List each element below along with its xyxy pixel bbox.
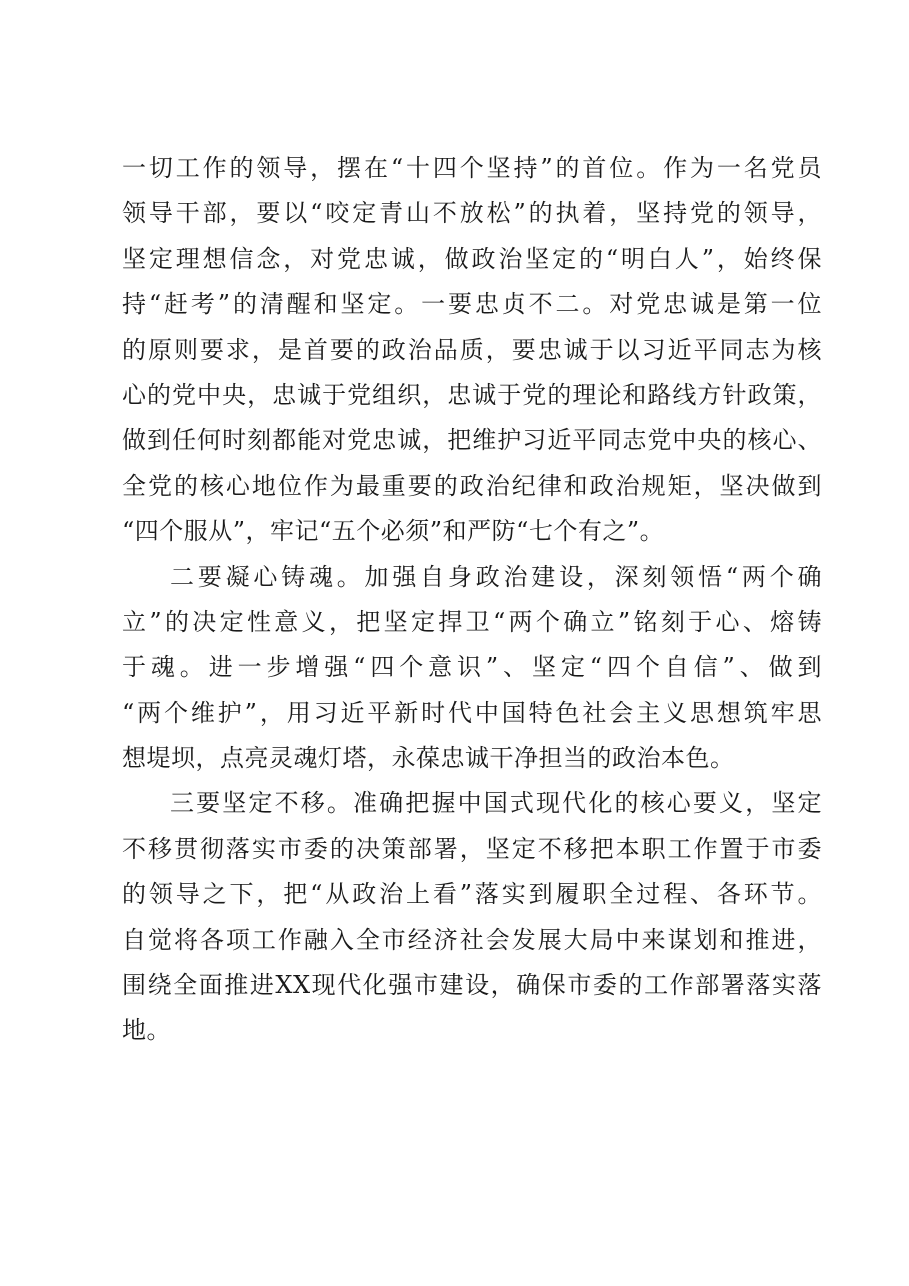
paragraph-1-line-3: 坚定理想信念，对党忠诚，做政治坚定的“明白人”，始终保 xyxy=(122,244,822,273)
paragraph-3-line-4: 自觉将各项工作融入全市经济社会发展大局中来谋划和推进， xyxy=(122,925,822,954)
paragraph-1-line-2: 领导干部，要以“咬定青山不放松”的执着，坚持党的领导， xyxy=(122,199,822,228)
paragraph-1-line-5: 的原则要求，是首要的政治品质，要忠诚于以习近平同志为核 xyxy=(122,335,822,364)
paragraph-2-line-5: 想堤坝，点亮灵魂灯塔，永葆忠诚干净担当的政治本色。 xyxy=(122,744,735,773)
paragraph-3-line-2: 不移贯彻落实市委的决策部署，坚定不移把本职工作置于市委 xyxy=(122,834,822,863)
body-text xyxy=(122,146,822,1054)
paragraph-3-line-6: 地。 xyxy=(122,1016,171,1045)
paragraph-1-line-7: 做到任何时刻都能对党忠诚，把维护习近平同志党中央的核心、 xyxy=(122,426,822,455)
paragraph-3-line-1: 三要坚定不移。准确把握中国式现代化的核心要义，坚定 xyxy=(170,789,822,818)
paragraph-1-line-9: “四个服从”，牢记“五个必须”和严防“七个有之”。 xyxy=(122,517,665,546)
paragraph-2-line-4: “两个维护”，用习近平新时代中国特色社会主义思想筑牢思 xyxy=(122,698,822,727)
paragraph-2-line-3: 于魂。进一步增强“四个意识”、坚定“四个自信”、做到 xyxy=(122,653,822,682)
paragraph-1-line-6: 心的党中央，忠诚于党组织，忠诚于党的理论和路线方针政策， xyxy=(122,380,822,409)
paragraph-2-line-2: 立”的决定性意义，把坚定捍卫“两个确立”铭刻于心、熔铸 xyxy=(122,607,822,636)
paragraph-1-line-4: 持“赶考”的清醒和坚定。一要忠贞不二。对党忠诚是第一位 xyxy=(122,290,822,319)
paragraph-1-line-1: 一切工作的领导，摆在“十四个坚持”的首位。作为一名党员 xyxy=(122,154,822,182)
paragraph-3-line-3: 的领导之下，把“从政治上看”落实到履职全过程、各环节。 xyxy=(122,880,822,909)
paragraph-3-line-5: 围绕全面推进XX现代化强市建设，确保市委的工作部署落实落 xyxy=(122,971,822,1000)
paragraph-1-line-8: 全党的核心地位作为最重要的政治纪律和政治规矩，坚决做到 xyxy=(122,471,822,500)
paragraph-2-line-1: 二要凝心铸魂。加强自身政治建设，深刻领悟“两个确 xyxy=(170,562,822,591)
